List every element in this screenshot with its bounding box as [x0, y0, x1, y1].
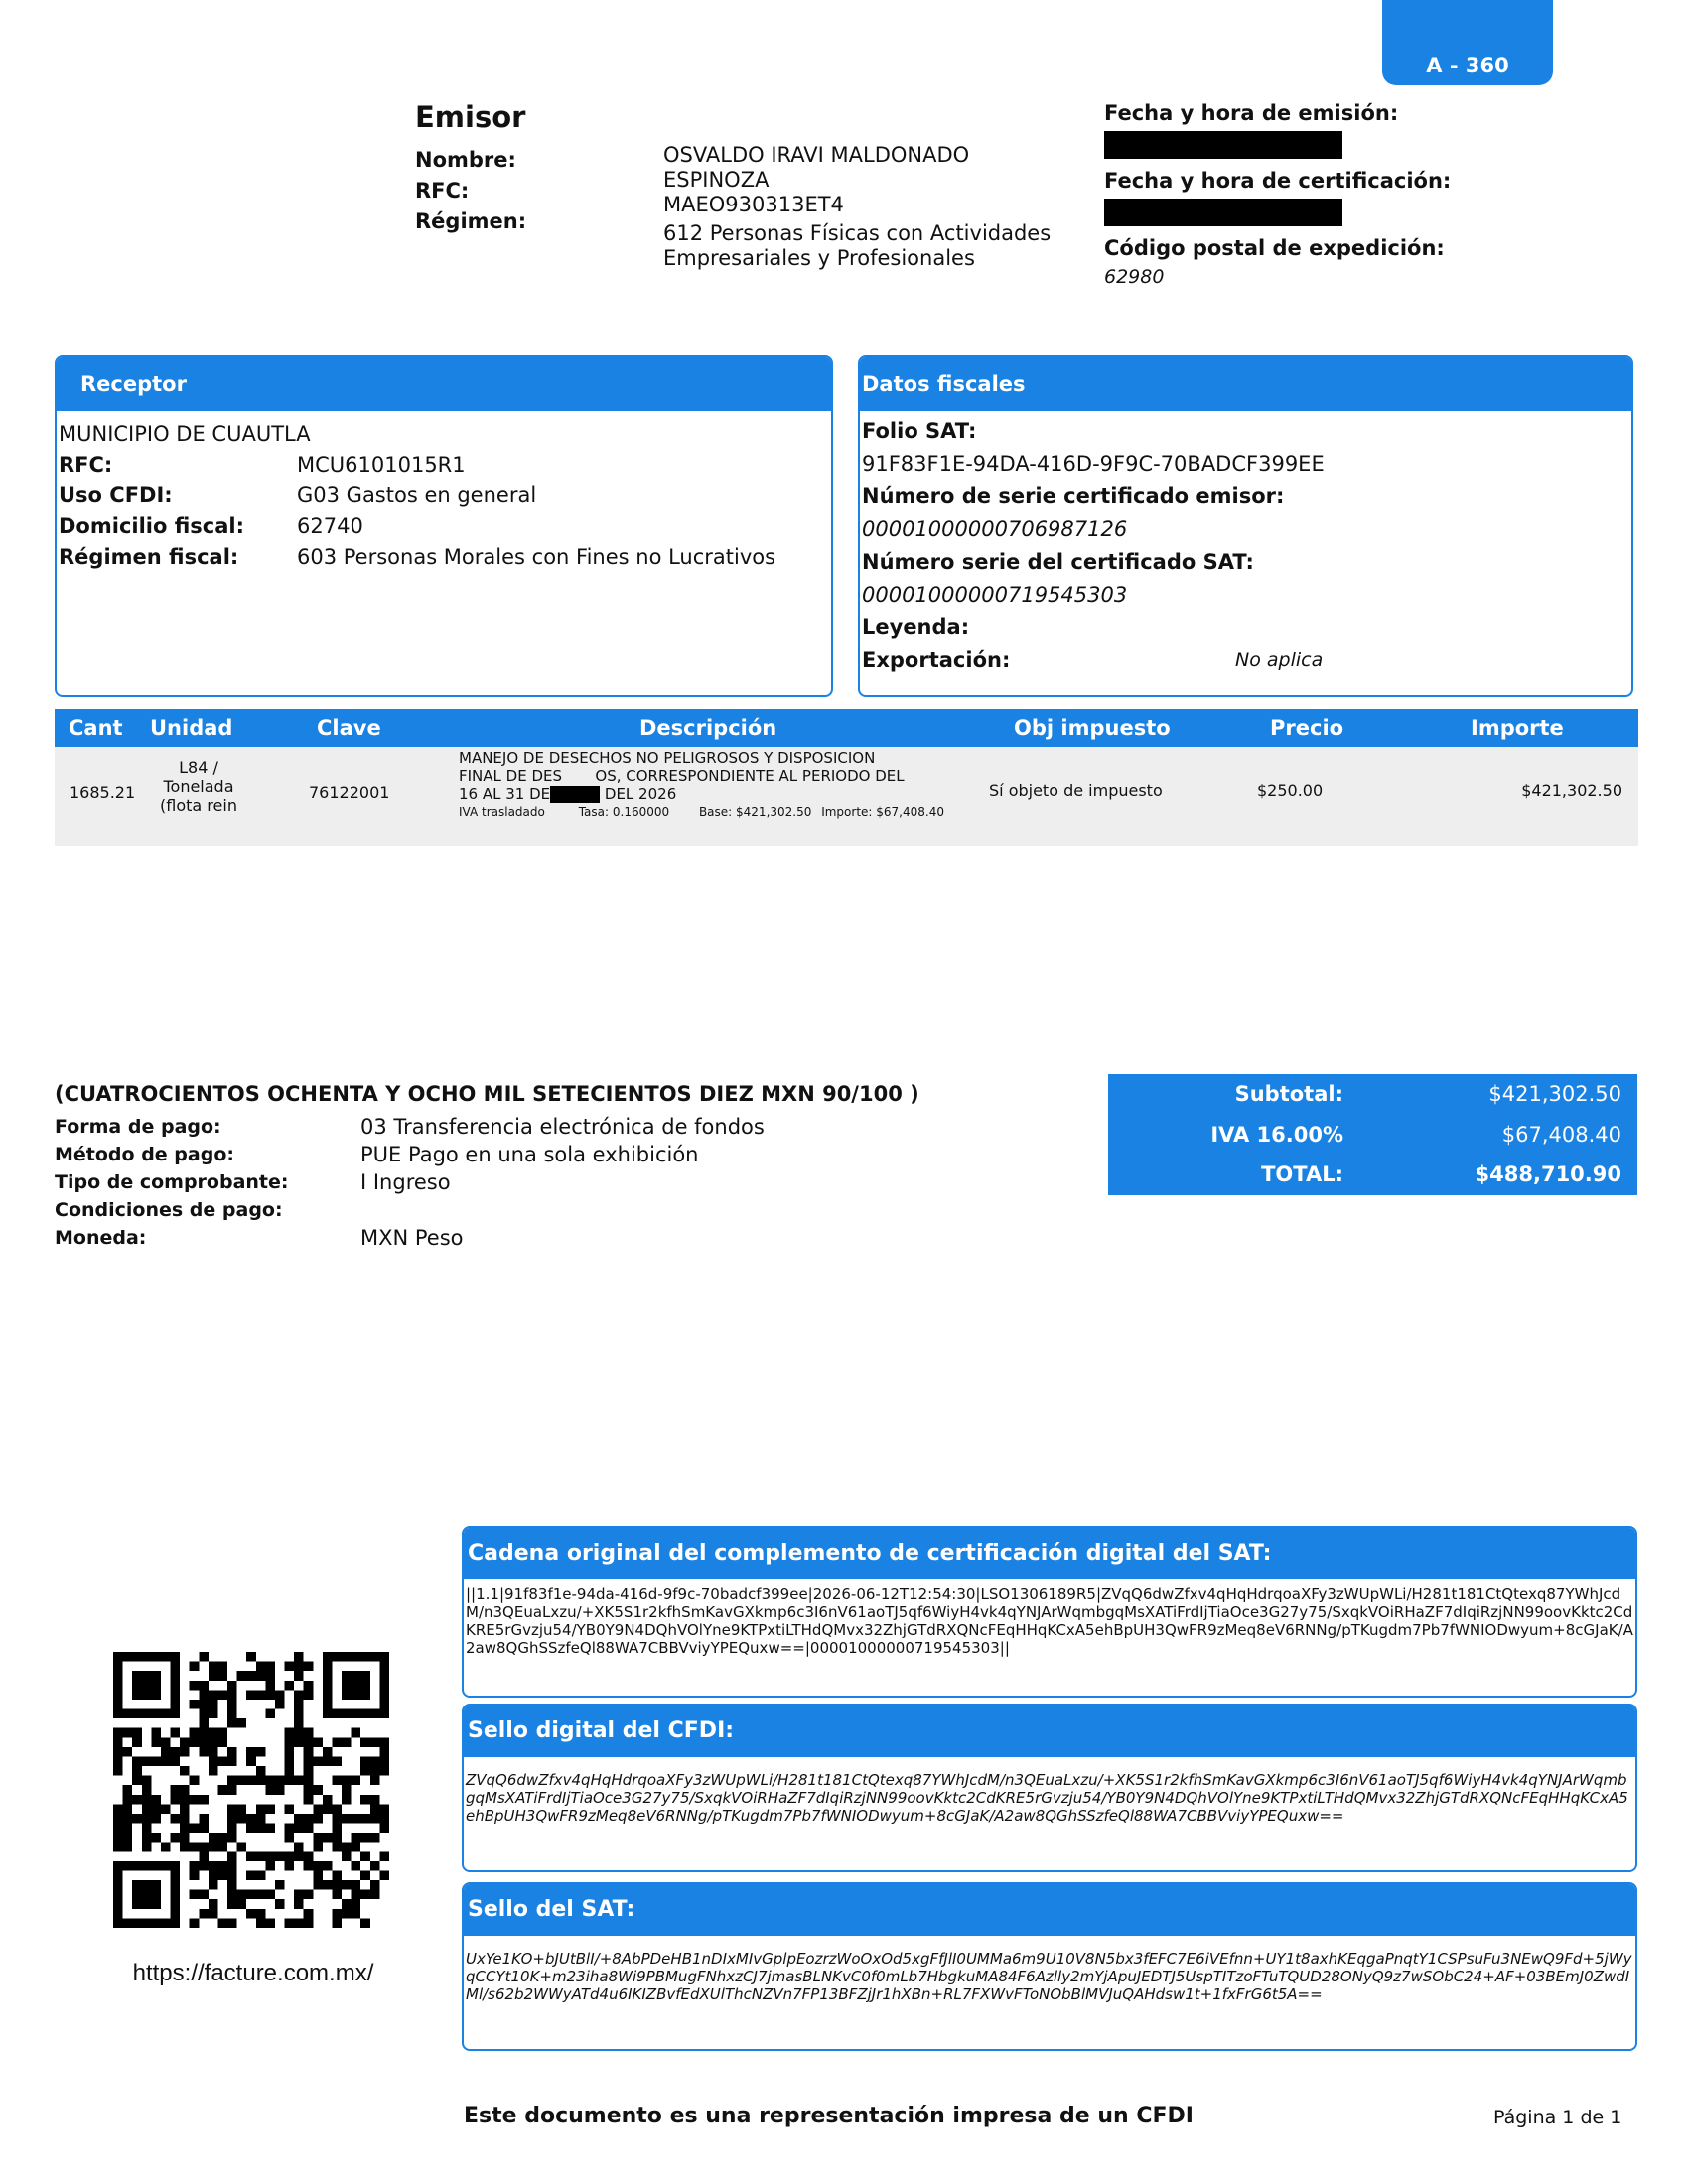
redacted-mes — [550, 786, 600, 803]
folio-tab: A - 360 — [1382, 0, 1553, 85]
col-clave: Clave — [317, 716, 381, 740]
condiciones-pago — [360, 1196, 765, 1224]
unidad-line-3: (flota rein — [160, 796, 237, 815]
importe-letra: (CUATROCIENTOS OCHENTA Y OCHO MIL SETECIENTOS DIEZ MXN 90/100 ) — [55, 1082, 919, 1106]
unidad-line-1: L84 / — [179, 758, 218, 777]
iva-importe: Importe: $67,408.40 — [821, 805, 944, 819]
table-row — [55, 747, 1638, 846]
folio-sat-label: Folio SAT: — [862, 419, 977, 443]
desc-line-3b: DEL 2026 — [604, 785, 677, 803]
receptor-title: Receptor — [57, 357, 831, 411]
col-descripcion: Descripción — [639, 716, 777, 740]
totals-box — [1108, 1074, 1637, 1195]
serie-emisor: 00001000000706987126 — [862, 517, 1128, 541]
folio-sat: 91F83F1E-94DA-416D-9F9C-70BADCF399EE — [862, 452, 1325, 476]
cell-obj: Sí objeto de impuesto — [989, 781, 1163, 800]
emisor-regimen-label: Régimen: — [415, 209, 527, 233]
cadena-title: Cadena original del complemento de certificación digital del SAT: — [464, 1528, 1635, 1579]
unidad-line-2: Tonelada — [163, 777, 234, 796]
fecha-emision-label: Fecha y hora de emisión: — [1104, 101, 1399, 125]
cell-cant: 1685.21 — [70, 783, 136, 802]
exportacion: No aplica — [1235, 649, 1324, 671]
receptor-box — [55, 355, 833, 697]
emisor-nombre-1: OSVALDO IRAVI MALDONADO — [663, 143, 970, 167]
cadena-text: ||1.1|91f83f1e-94da-416d-9f9c-70badcf399ee|2026-06-12T12:54:30|LSO1306189R5|ZVqQ6dwZfxv4qHqHdrqoaXFy3zWUpWLi/H281t181CtQtexq87YWhJcdM/n3QEuaLxzu/+XK5S1r2kfhSmKavGXkmp6c3I6nV61aoTJ5qf6WiyH4vk4qYNJArWqmbgqMsXATiFrdIjTiaOce3G27y75/SxqkVOiRHaZF7dIqiRzjNN99oovKktc2CdKRE5rGvzju54/YB0Y9N4DQhVOlYne9KTPxtiLTHdQMvx32ZhjGTdRXQNcFEqHHqKCxA5ehBpUH3QwFR9zMeq8eV6RNNg/pTKugdm7Pb7fWNIODwyum+8cGJaK/A2aw8QGhSSzfeQl88WA7CBBVviyYPEQuxw==|00001000000719545303|| — [466, 1585, 1633, 1657]
sello-cfdi-text: ZVqQ6dwZfxv4qHqHdrqoaXFy3zWUpWLi/H281t181CtQtexq87YWhJcdM/n3QEuaLxzu/+XK5S1r2kfhSmKavGXkmp6c3I6nV61aoTJ5qf6WiyH4vk4qYNJArWqmbgqMsXATiFrdIjTiaOce3G27y75/SxqkVOiRHaZF7dIqiRzjNN99oovKktc2CdKRE5rGvzju54/YB0Y9N4DQhVOlYne9KTPxtiLTHdQMvx32ZhjGTdRXQNcFEqHHqKCxA5ehBpUH3QwFR9zMeq8eV6RNNg/pTKugdm7Pb7fWNIODwyum+8cGJaK/A2aw8QGhSSzfeQl88WA7CBBVviyYPEQuxw== — [466, 1771, 1628, 1825]
page-number: Página 1 de 1 — [1493, 2107, 1622, 2128]
receptor-domicilio: 62740 — [297, 514, 363, 538]
moneda: MXN Peso — [360, 1226, 464, 1250]
receptor-uso-label: Uso CFDI: — [59, 483, 173, 507]
datos-fiscales-box — [858, 355, 1633, 697]
receptor-rfc-label: RFC: — [59, 453, 113, 477]
cell-descripcion — [459, 750, 965, 821]
qr-code-icon — [113, 1652, 389, 1928]
desc-line-3a: 16 AL 31 DE — [459, 785, 551, 803]
col-precio: Precio — [1270, 716, 1344, 740]
subtotal: $421,302.50 — [1488, 1082, 1621, 1106]
metodo-pago-label: Método de pago: — [55, 1144, 234, 1165]
table-header — [55, 709, 1638, 747]
emisor-nombre-2: ESPINOZA — [663, 168, 770, 192]
sello-sat-text: UxYe1KO+bJUtBlI/+8AbPDeHB1nDIxMIvGplpEozrzWoOxOd5xgFfJlI0UMMa6m9U10V8N5bx3fEFC7E6iVEfnn+UY1t8axhKEqgaPnqtY1CSPsuFu3NEwQ9Fd+5jWyqCCYt10K+m23iha8Wi9PBMugFNhxzCJ7jmasBLNKvC0f0mLb7HbgkuMA84F6Azlly2mYjApuJEDTJ5UspTITzoFTuTQUD28ONyQ9z7wSObC24+AF+03BEmJ0ZwdIMl/s62b2WWyATd4u6IKIZBvfEdXUlThcNZVn7FP13BFZjJr1hXBn+RL7FXWvFToNObBlMVJuQAHdsw1t+1fxFrG6t5A== — [466, 1950, 1632, 2003]
redacted-fecha-cert — [1104, 199, 1342, 226]
qr-url[interactable]: https://facture.com.mx/ — [132, 1960, 374, 1986]
emisor-rfc-label: RFC: — [415, 179, 470, 203]
forma-pago: 03 Transferencia electrónica de fondos — [360, 1115, 765, 1139]
iva-total-label: IVA 16.00% — [1210, 1123, 1343, 1147]
desc-line-2 — [459, 767, 965, 785]
fecha-cert-label: Fecha y hora de certificación: — [1104, 169, 1452, 193]
emisor-title: Emisor — [415, 100, 526, 134]
desc-line-2a: FINAL DE DES — [459, 767, 563, 785]
desc-line-3 — [459, 785, 965, 803]
serie-sat-label: Número serie del certificado SAT: — [862, 550, 1254, 574]
col-cant: Cant — [69, 716, 123, 740]
datos-fiscales-title: Datos fiscales — [860, 357, 1631, 411]
emisor-nombre-label: Nombre: — [415, 148, 516, 172]
pago-values — [360, 1113, 765, 1252]
cell-precio: $250.00 — [1257, 781, 1324, 800]
cadena-original-box — [462, 1526, 1637, 1698]
emisor-labels — [415, 145, 526, 237]
emisor-regimen-2: Empresariales y Profesionales — [663, 246, 975, 270]
serie-emisor-label: Número de serie certificado emisor: — [862, 484, 1285, 508]
moneda-label: Moneda: — [55, 1227, 147, 1249]
desc-line-2b: OS, CORRESPONDIENTE AL PERIODO DEL — [595, 767, 905, 785]
total: $488,710.90 — [1475, 1162, 1621, 1186]
receptor-nombre: MUNICIPIO DE CUAUTLA — [59, 422, 311, 446]
sello-sat-box — [462, 1882, 1637, 2051]
forma-pago-label: Forma de pago: — [55, 1116, 221, 1138]
receptor-regimen: 603 Personas Morales con Fines no Lucrativos — [297, 545, 776, 569]
emisor-values — [663, 143, 1085, 271]
leyenda-label: Leyenda: — [862, 615, 970, 639]
receptor-rfc: MCU6101015R1 — [297, 453, 466, 477]
receptor-uso: G03 Gastos en general — [297, 483, 537, 507]
receptor-regimen-label: Régimen fiscal: — [59, 545, 239, 569]
cp-value: 62980 — [1104, 266, 1165, 288]
header-right — [1104, 101, 1561, 288]
sello-cfdi-title: Sello digital del CFDI: — [464, 1706, 1635, 1757]
tipo-comprobante: I Ingreso — [360, 1170, 451, 1194]
emisor-rfc: MAEO930313ET4 — [663, 193, 844, 216]
sello-sat-title: Sello del SAT: — [464, 1884, 1635, 1936]
pago-labels — [55, 1113, 289, 1252]
metodo-pago: PUE Pago en una sola exhibición — [360, 1143, 699, 1166]
exportacion-label: Exportación: — [862, 648, 1011, 672]
redacted-fecha-emision — [1104, 131, 1342, 159]
col-unidad: Unidad — [150, 716, 233, 740]
iva-label: IVA trasladado — [459, 805, 545, 819]
desc-line-1: MANEJO DE DESECHOS NO PELIGROSOS Y DISPOSICION — [459, 750, 876, 767]
iva-line — [459, 803, 965, 821]
col-importe: Importe — [1471, 716, 1564, 740]
cell-importe: $421,302.50 — [1521, 781, 1622, 800]
receptor-domicilio-label: Domicilio fiscal: — [59, 514, 245, 538]
cp-label: Código postal de expedición: — [1104, 236, 1445, 260]
total-label: TOTAL: — [1261, 1162, 1343, 1186]
col-obj: Obj impuesto — [1014, 716, 1171, 740]
tipo-comprobante-label: Tipo de comprobante: — [55, 1171, 289, 1193]
emisor-regimen-1: 612 Personas Físicas con Actividades — [663, 221, 1052, 245]
serie-sat: 00001000000719545303 — [862, 583, 1128, 607]
iva-tasa: Tasa: 0.160000 — [578, 805, 670, 819]
sello-cfdi-box — [462, 1704, 1637, 1872]
subtotal-label: Subtotal: — [1234, 1082, 1343, 1106]
condiciones-pago-label: Condiciones de pago: — [55, 1199, 283, 1221]
cell-unidad — [149, 758, 248, 815]
iva-total: $67,408.40 — [1501, 1123, 1621, 1147]
cell-clave: 76122001 — [309, 783, 390, 802]
iva-base: Base: $421,302.50 — [698, 805, 812, 819]
footer-note: Este documento es una representación impresa de un CFDI — [464, 2104, 1194, 2128]
